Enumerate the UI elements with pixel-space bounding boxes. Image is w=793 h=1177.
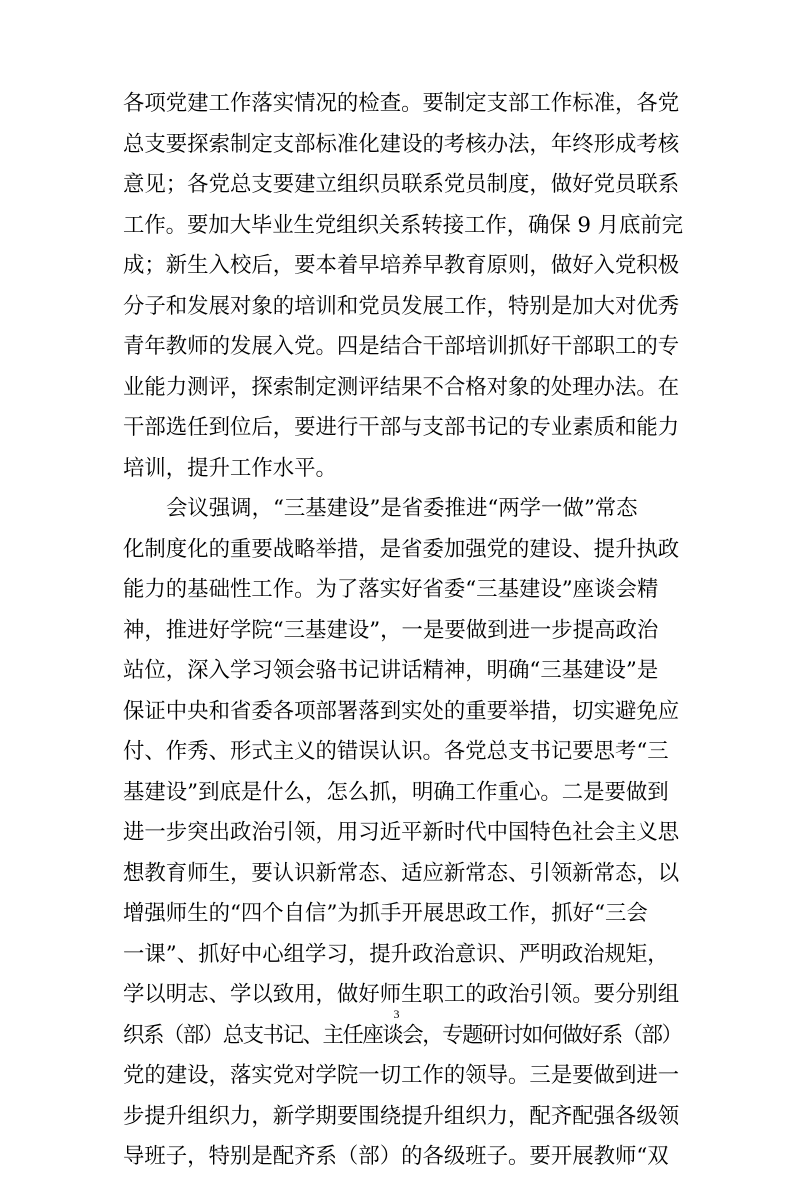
text-line: 各项党建工作落实情况的检查。要制定支部工作标准，各党	[123, 91, 680, 116]
text-line: 想教育师生，要认识新常态、适应新常态、引领新常态，以	[123, 860, 680, 886]
page-number: 3	[393, 1007, 400, 1021]
text-line: 神，推进好学院“三基建设”，一是要做到进一步提高政治	[123, 617, 659, 643]
text-line: 增强师生的“四个自信”为抓手开展思政工作，抓好“三会	[123, 901, 648, 926]
text-line: 意见；各党总支要建立组织员联系党员制度，做好党员联系	[123, 172, 680, 197]
text-line: 业能力测评，探索制定测评结果不合格对象的处理办法。在	[123, 374, 680, 400]
text-line: 一课”、抓好中心组学习，提升政治意识、严明政治规矩，	[123, 941, 669, 967]
text-line: 付、作秀、形式主义的错误认识。各党总支书记要思考“三	[123, 739, 669, 764]
text-line: 学以明志、学以致用，做好师生职工的政治引领。要分别组	[123, 982, 680, 1007]
text-line: 干部选任到位后，要进行干部与支部书记的专业素质和能力	[123, 415, 680, 440]
text-line: 基建设”到底是什么，怎么抓，明确工作重心。二是要做到	[123, 779, 669, 805]
text-line: 会议强调，“三基建设”是省委推进“两学一做”常态	[166, 496, 638, 521]
text-line: 进一步突出政治引领，用习近平新时代中国特色社会主义思	[123, 820, 680, 845]
text-line: 能力的基础性工作。为了落实好省委“三基建设”座谈会精	[123, 577, 659, 602]
text-line: 步提升组织力，新学期要围绕提升组织力，配齐配强各级领	[123, 1103, 680, 1129]
text-line: 分子和发展对象的培训和党员发展工作，特别是加大对优秀	[123, 293, 680, 319]
text-line: 总支要探索制定支部标准化建设的考核办法，年终形成考核	[123, 131, 680, 157]
text-line: 织系（部）总支书记、主任座谈会，专题研讨如何做好系（部）	[123, 1022, 682, 1048]
text-line: 化制度化的重要战略举措，是省委加强党的建设、提升执政	[123, 536, 680, 562]
text-line: 导班子，特别是配齐系（部）的各级班子。要开展教师“双	[123, 1144, 669, 1169]
text-line: 保证中央和省委各项部署落到实处的重要举措，切实避免应	[123, 698, 680, 724]
text-line: 青年教师的发展入党。四是结合干部培训抓好干部职工的专	[123, 334, 680, 359]
text-line: 党的建设，落实党对学院一切工作的领导。三是要做到进一	[123, 1063, 680, 1088]
text-line: 成；新生入校后，要本着早培养早教育原则，做好入党积极	[123, 253, 680, 278]
text-line: 站位，深入学习领会骆书记讲话精神，明确“三基建设”是	[123, 658, 659, 683]
text-line: 培训，提升工作水平。	[123, 455, 337, 481]
text-line: 工作。要加大毕业生党组织关系转接工作，确保 9 月底前完	[123, 212, 683, 238]
